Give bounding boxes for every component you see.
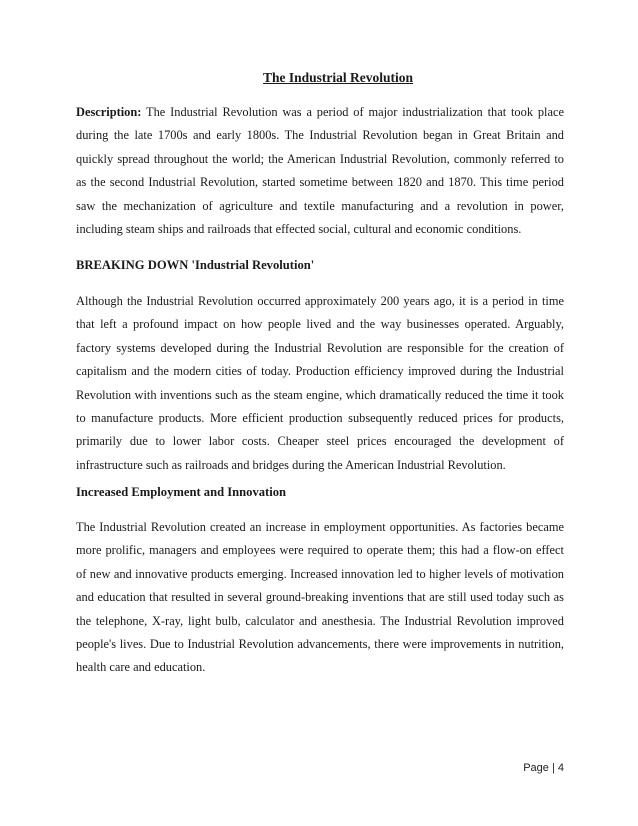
description-paragraph <box>76 101 564 241</box>
section-heading-breaking-down: BREAKING DOWN 'Industrial Revolution' <box>76 258 315 272</box>
description-text: The Industrial Revolution was a period of major industrialization that took place during the late 1700s and early 1800s. The Industrial Revolution began in Great Britain and quickly spread throughout the world; the American Industrial Revolution, commonly referred to as the second Industrial Revolution, started sometime between 1820 and 1870. This time period saw the mechanization of agriculture and textile manufacturing and a revolution in power, including steam ships and railroads that effected social, cultural and economic conditions. <box>76 105 564 237</box>
section-paragraph-breaking-down: Although the Industrial Revolution occurred approximately 200 years ago, it is a period in time that left a profound impact on how people lived and the way businesses operated. Arguably, factory systems developed during the Industrial Revolution are responsible for the creation of capitalism and the modern cities of today. Production efficiency improved during the Industrial Revolution with inventions such as the steam engine, which dramatically reduced the time it took to manufacture products. More efficient production subsequently reduced prices for products, primarily due to lower labor costs. Cheaper steel prices encouraged the development of infrastructure such as railroads and bridges during the American Industrial Revolution. <box>76 294 564 472</box>
document-title: The Industrial Revolution <box>262 70 414 85</box>
description-label: Description: <box>76 105 142 119</box>
page-number: Page | 4 <box>523 762 564 774</box>
section-paragraph-employment: The Industrial Revolution created an increase in employment opportunities. As factories became more prolific, managers and employees were required to operate them; this had a flow-on effect of new and innovative products emerging. Increased innovation led to higher levels of motivation and education that resulted in several ground-breaking inventions that are still used today such as the telephone, X-ray, light bulb, calculator and anesthesia. The Industrial Revolution improved people's lives. Due to Industrial Revolution advancements, there were improvements in nutrition, health care and education. <box>76 520 564 675</box>
section-heading-employment: Increased Employment and Innovation <box>76 485 287 499</box>
